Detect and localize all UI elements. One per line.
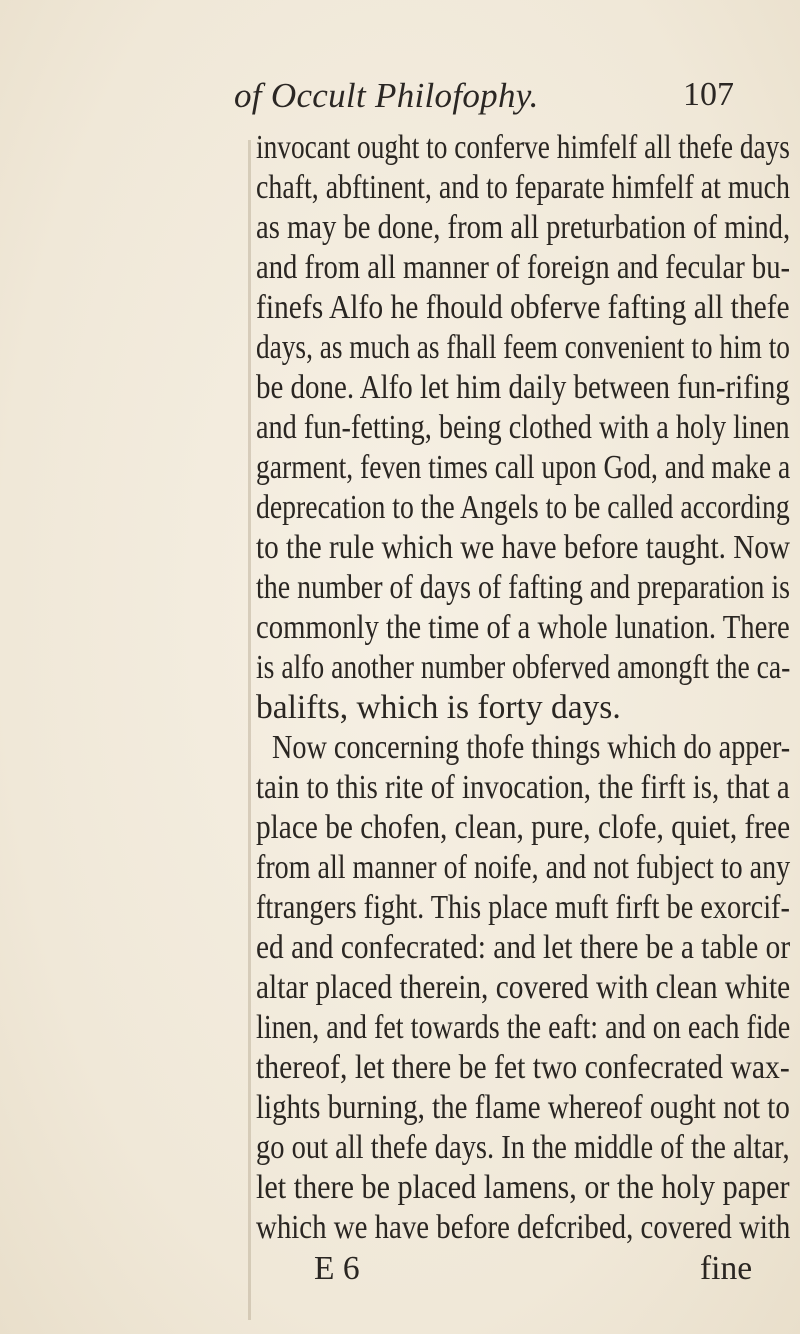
text-line: ed and confecrated: and let there be a table or	[256, 929, 791, 966]
text-line: to the rule which we have before taught. Now	[256, 529, 791, 566]
text-line: lights burning, the flame whereof ought not to	[256, 1089, 790, 1126]
text-line: from all manner of noife, and not fubject to any	[256, 849, 791, 886]
text-line: as may be done, from all preturbation of mind,	[256, 209, 791, 246]
text-line: and fun-fetting, being clothed with a holy linen	[256, 409, 790, 446]
text-line: is alfo another number obferved amongft the ca-	[256, 649, 791, 686]
text-line: ftrangers fight. This place muft firft be exorcif-	[256, 889, 790, 926]
text-line: altar placed therein, covered with clean white	[256, 969, 791, 1006]
text-line: tain to this rite of invocation, the firft is, that a	[256, 769, 790, 806]
running-head-title: of Occult Philofophy.	[234, 76, 539, 115]
text-line: invocant ought to conferve himfelf all thefe days	[256, 129, 790, 166]
text-line: linen, and fet towards the eaft: and on each fide	[256, 1009, 791, 1046]
text-line: let there be placed lamens, or the holy paper	[256, 1169, 790, 1206]
gutter-shadow	[248, 140, 251, 1320]
text-line: place be chofen, clean, pure, clofe, quiet, free	[256, 809, 791, 846]
text-line: Now concerning thofe things which do apper-	[272, 729, 791, 766]
text-line: commonly the time of a whole lunation. There	[256, 609, 790, 646]
catchword: fine	[700, 1250, 753, 1287]
text-line: days, as much as fhall feem convenient to him to	[256, 329, 790, 366]
text-line: go out all thefe days. In the middle of the altar,	[256, 1129, 790, 1166]
text-line: garment, feven times call upon God, and make a	[256, 449, 791, 486]
text-line: which we have before defcribed, covered with	[256, 1209, 791, 1246]
text-line: and from all manner of foreign and fecular bu-	[256, 249, 791, 286]
text-line: be done. Alfo let him daily between fun-rifing	[256, 369, 790, 406]
text-line: the number of days of fafting and preparation is	[256, 569, 791, 606]
running-head	[0, 62, 800, 122]
text-line: chaft, abftinent, and to feparate himfelf at much	[256, 169, 790, 206]
text-line: finefs Alfo he fhould obferve fafting all thefe	[256, 289, 790, 326]
text-line: deprecation to the Angels to be called according	[256, 489, 790, 526]
text-line: thereof, let there be fet two confecrated wax-	[256, 1049, 790, 1086]
page-number: 107	[683, 76, 734, 113]
signature-mark: E 6	[314, 1250, 360, 1287]
text-line: balifts, which is forty days.	[256, 689, 621, 726]
